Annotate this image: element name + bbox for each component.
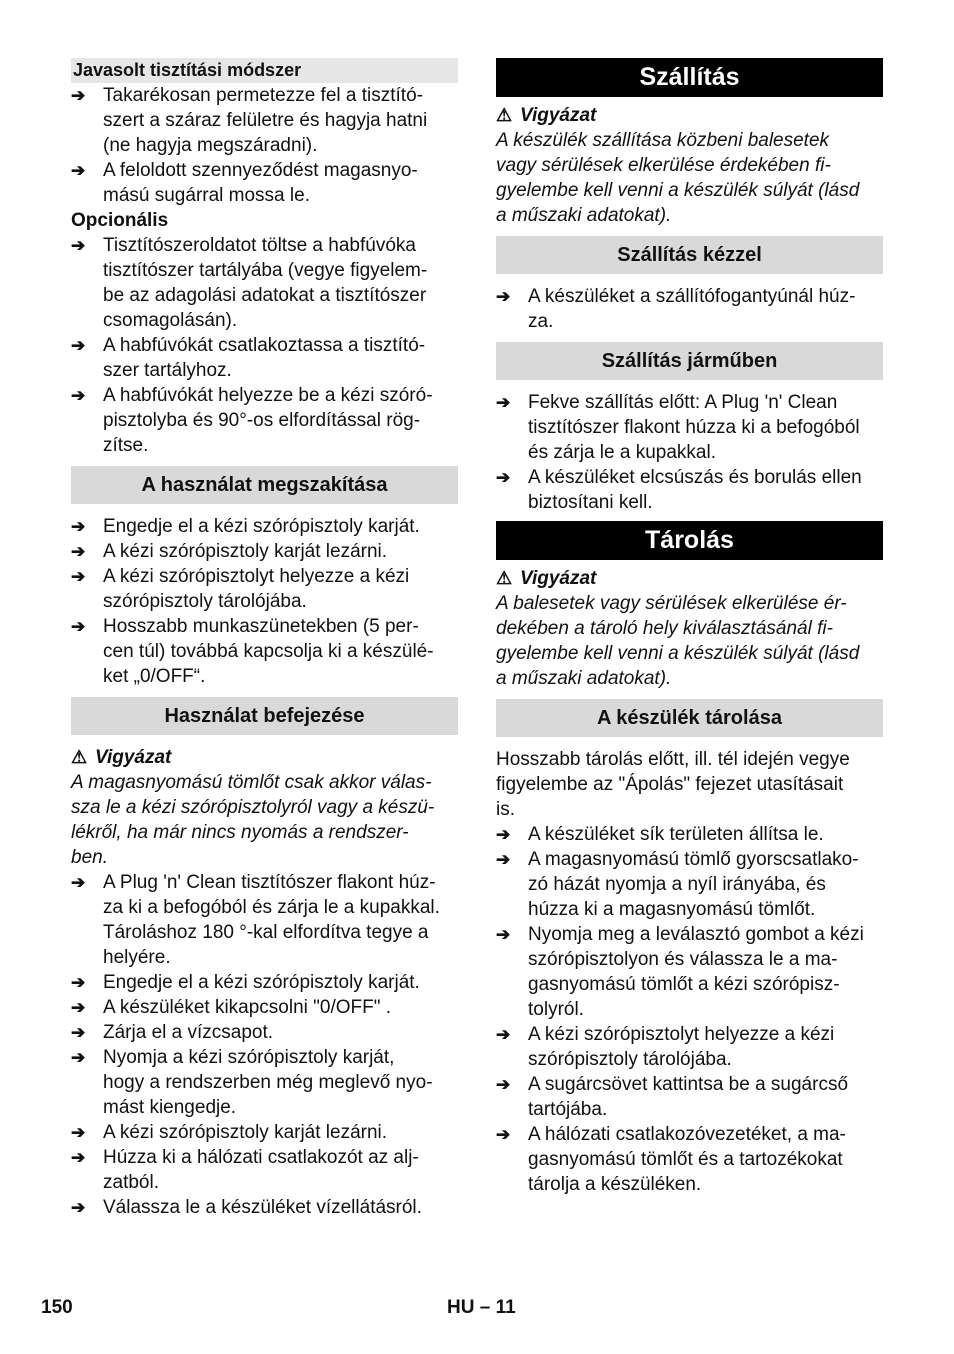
list-item-text bbox=[103, 158, 458, 208]
text-line: A magasnyomású tömlőt csak akkor válas- bbox=[71, 772, 432, 793]
list-item-text bbox=[103, 995, 458, 1020]
list-item-text bbox=[103, 514, 458, 539]
list-item-text bbox=[103, 1195, 458, 1220]
text-line: A készüléket sík területen állítsa le. bbox=[528, 824, 824, 845]
list-item bbox=[71, 870, 458, 970]
list-item-text bbox=[103, 1120, 458, 1145]
list-item bbox=[71, 995, 458, 1020]
text-line: A sugárcsövet kattintsa be a sugárcső bbox=[528, 1074, 849, 1095]
recommended-cleaning-heading: Javasolt tisztítási módszer bbox=[71, 58, 458, 83]
text-line: figyelembe az "Ápolás" fejezet utasításait bbox=[496, 774, 844, 795]
text-line: ben. bbox=[71, 847, 108, 868]
arrow-bullet-icon: ➔ bbox=[71, 617, 86, 636]
text-line: dekében a tároló hely kiválasztásánál fi- bbox=[496, 618, 833, 639]
arrow-bullet-icon: ➔ bbox=[71, 998, 86, 1017]
list-item-text bbox=[103, 1045, 458, 1120]
arrow-bullet-icon: ➔ bbox=[71, 517, 86, 536]
text-line: Húzza ki a hálózati csatlakozót az alj- bbox=[103, 1147, 419, 1168]
text-line: A feloldott szennyeződést magasnyo- bbox=[103, 160, 418, 181]
page-number: 150 bbox=[41, 1297, 73, 1318]
arrow-bullet-icon: ➔ bbox=[496, 1075, 511, 1094]
text-line: A hálózati csatlakozóvezetéket, a ma- bbox=[528, 1124, 846, 1145]
left-column bbox=[71, 58, 458, 1220]
text-line: Takarékosan permetezze fel a tisztító- bbox=[103, 85, 423, 106]
text-line: A Plug 'n' Clean tisztítószer flakont húz- bbox=[103, 872, 436, 893]
device-storage-list bbox=[496, 822, 883, 1197]
text-line: Válassza le a készüléket vízellátásról. bbox=[103, 1197, 422, 1218]
list-item bbox=[71, 1195, 458, 1220]
text-line: szer tartályhoz. bbox=[103, 360, 232, 381]
text-line: a műszaki adatokat). bbox=[496, 668, 672, 689]
text-line: pisztolyba és 90°-os elfordítással rög- bbox=[103, 410, 421, 431]
list-item bbox=[71, 1020, 458, 1045]
transport-warning-text bbox=[496, 128, 883, 228]
arrow-bullet-icon: ➔ bbox=[496, 925, 511, 944]
text-line: tolyról. bbox=[528, 999, 584, 1020]
text-line: tisztítószer flakont húzza ki a befogóból bbox=[528, 417, 860, 438]
text-line: gasnyomású tömlőt a kézi szórópisz- bbox=[528, 974, 840, 995]
list-item bbox=[71, 564, 458, 614]
list-item bbox=[71, 83, 458, 158]
list-item-text bbox=[103, 233, 458, 333]
text-line: biztosítani kell. bbox=[528, 492, 653, 513]
text-line: gyelembe kell venni a készülék súlyát (lásd bbox=[496, 643, 860, 664]
text-line: Hosszabb tárolás előtt, ill. tél idején vegye bbox=[496, 749, 850, 770]
transport-warning-title bbox=[496, 103, 883, 128]
list-item bbox=[496, 822, 883, 847]
interrupt-heading: A használat megszakítása bbox=[71, 466, 458, 504]
arrow-bullet-icon: ➔ bbox=[496, 850, 511, 869]
page-code: HU – 11 bbox=[447, 1297, 516, 1318]
arrow-bullet-icon: ➔ bbox=[71, 386, 86, 405]
list-item bbox=[496, 390, 883, 465]
arrow-bullet-icon: ➔ bbox=[71, 873, 86, 892]
list-item-text bbox=[103, 564, 458, 614]
list-item-text bbox=[103, 383, 458, 458]
text-line: A kézi szórópisztolyt helyezze a kézi bbox=[103, 566, 410, 587]
arrow-bullet-icon: ➔ bbox=[496, 287, 511, 306]
optional-list bbox=[71, 233, 458, 458]
text-line: szórópisztoly tárolójába. bbox=[528, 1049, 732, 1070]
text-line: (ne hagyja megszáradni). bbox=[103, 135, 318, 156]
text-line: A készüléket kikapcsolni "0/OFF" . bbox=[103, 997, 392, 1018]
transport-by-hand-heading: Szállítás kézzel bbox=[496, 236, 883, 274]
list-item-text bbox=[528, 822, 883, 847]
text-line: za. bbox=[528, 311, 554, 332]
transport-by-hand-list bbox=[496, 284, 883, 334]
finish-warning-title bbox=[71, 745, 458, 770]
list-item bbox=[496, 1022, 883, 1072]
list-item bbox=[496, 847, 883, 922]
text-line: hogy a rendszerben még meglevő nyo- bbox=[103, 1072, 433, 1093]
text-line: gasnyomású tömlőt és a tartozékokat bbox=[528, 1149, 843, 1170]
text-line: húzza ki a magasnyomású tömlőt. bbox=[528, 899, 816, 920]
arrow-bullet-icon: ➔ bbox=[71, 236, 86, 255]
text-line: Hosszabb munkaszünetekben (5 per- bbox=[103, 616, 419, 637]
list-item bbox=[71, 539, 458, 564]
storage-warning-text bbox=[496, 591, 883, 691]
text-line: zó házát nyomja a nyíl irányába, és bbox=[528, 874, 826, 895]
list-item-text bbox=[103, 1020, 458, 1045]
text-line: mást kiengedje. bbox=[103, 1097, 237, 1118]
arrow-bullet-icon: ➔ bbox=[71, 542, 86, 561]
text-line: gyelembe kell venni a készülék súlyát (lásd bbox=[496, 180, 860, 201]
list-item-text bbox=[103, 870, 458, 970]
arrow-bullet-icon: ➔ bbox=[496, 393, 511, 412]
arrow-bullet-icon: ➔ bbox=[71, 1198, 86, 1217]
text-line: sza le a kézi szórópisztolyról vagy a készü- bbox=[71, 797, 435, 818]
text-line: csomagolásán). bbox=[103, 310, 238, 331]
recommended-cleaning-list bbox=[71, 83, 458, 208]
arrow-bullet-icon: ➔ bbox=[496, 1125, 511, 1144]
finish-warning-text bbox=[71, 770, 458, 870]
text-line: Zárja el a vízcsapot. bbox=[103, 1022, 274, 1043]
list-item-text bbox=[528, 1072, 883, 1122]
text-line: za ki a befogóból és zárja le a kupakkal. bbox=[103, 897, 440, 918]
text-line: tartójába. bbox=[528, 1099, 608, 1120]
text-line: A kézi szórópisztoly karját lezárni. bbox=[103, 1122, 388, 1143]
text-line: is. bbox=[496, 799, 515, 820]
text-line: szert a száraz felületre és hagyja hatni bbox=[103, 110, 428, 131]
optional-label: Opcionális bbox=[71, 210, 169, 231]
text-line: A habfúvókát helyezze be a kézi szóró- bbox=[103, 385, 433, 406]
text-line: szórópisztoly tárolójába. bbox=[103, 591, 307, 612]
text-line: Nyomja meg a leválasztó gombot a kézi bbox=[528, 924, 864, 945]
text-line: A készüléket a szállítófogantyúnál húz- bbox=[528, 286, 856, 307]
list-item bbox=[71, 383, 458, 458]
text-line: Engedje el a kézi szórópisztoly karját. bbox=[103, 516, 420, 537]
list-item bbox=[71, 1045, 458, 1120]
list-item-text bbox=[103, 614, 458, 689]
text-line: Tisztítószeroldatot töltse a habfúvóka bbox=[103, 235, 416, 256]
list-item bbox=[71, 970, 458, 995]
list-item-text bbox=[103, 83, 458, 158]
arrow-bullet-icon: ➔ bbox=[496, 825, 511, 844]
list-item bbox=[71, 158, 458, 208]
text-line: Nyomja a kézi szórópisztoly karját, bbox=[103, 1047, 395, 1068]
text-line: A magasnyomású tömlő gyorscsatlako- bbox=[528, 849, 859, 870]
warning-label: Vigyázat bbox=[520, 105, 597, 126]
text-line: és zárja le a kupakkal. bbox=[528, 442, 716, 463]
list-item bbox=[496, 284, 883, 334]
warning-icon: ⚠ bbox=[496, 105, 513, 125]
storage-heading: Tárolás bbox=[496, 521, 883, 560]
text-line: Fekve szállítás előtt: A Plug 'n' Clean bbox=[528, 392, 838, 413]
list-item bbox=[71, 1120, 458, 1145]
text-line: mású sugárral mossa le. bbox=[103, 185, 310, 206]
arrow-bullet-icon: ➔ bbox=[71, 1048, 86, 1067]
list-item-text bbox=[528, 1022, 883, 1072]
text-line: be az adagolási adatokat a tisztítószer bbox=[103, 285, 427, 306]
text-line: Engedje el a kézi szórópisztoly karját. bbox=[103, 972, 420, 993]
transport-vehicle-list bbox=[496, 390, 883, 515]
text-line: ket „0/OFF“. bbox=[103, 666, 206, 687]
list-item-text bbox=[103, 333, 458, 383]
finish-heading: Használat befejezése bbox=[71, 697, 458, 735]
list-item bbox=[496, 1122, 883, 1197]
text-line: A készüléket elcsúszás és borulás ellen bbox=[528, 467, 862, 488]
text-line: szórópisztolyon és válassza le a ma- bbox=[528, 949, 838, 970]
list-item bbox=[71, 233, 458, 333]
list-item-text bbox=[103, 970, 458, 995]
arrow-bullet-icon: ➔ bbox=[496, 1025, 511, 1044]
text-line: Tároláshoz 180 °-kal elfordítva tegye a bbox=[103, 922, 429, 943]
list-item-text bbox=[528, 465, 883, 515]
finish-list bbox=[71, 870, 458, 1220]
list-item-text bbox=[528, 284, 883, 334]
list-item-text bbox=[528, 847, 883, 922]
arrow-bullet-icon: ➔ bbox=[71, 1023, 86, 1042]
interrupt-list bbox=[71, 514, 458, 689]
text-line: A kézi szórópisztolyt helyezze a kézi bbox=[528, 1024, 835, 1045]
warning-label: Vigyázat bbox=[520, 568, 597, 589]
text-line: vagy sérülések elkerülése érdekében fi- bbox=[496, 155, 831, 176]
device-storage-intro bbox=[496, 747, 883, 822]
arrow-bullet-icon: ➔ bbox=[71, 161, 86, 180]
list-item bbox=[496, 1072, 883, 1122]
list-item bbox=[71, 514, 458, 539]
text-line: cen túl) továbbá kapcsolja ki a készülé- bbox=[103, 641, 434, 662]
arrow-bullet-icon: ➔ bbox=[71, 1123, 86, 1142]
text-line: tisztítószer tartályába (vegye figyelem- bbox=[103, 260, 428, 281]
arrow-bullet-icon: ➔ bbox=[496, 468, 511, 487]
list-item-text bbox=[528, 922, 883, 1022]
list-item bbox=[496, 465, 883, 515]
list-item-text bbox=[528, 1122, 883, 1197]
list-item bbox=[71, 1145, 458, 1195]
list-item-text bbox=[103, 539, 458, 564]
text-line: A kézi szórópisztoly karját lezárni. bbox=[103, 541, 388, 562]
text-line: a műszaki adatokat). bbox=[496, 205, 672, 226]
text-line: helyére. bbox=[103, 947, 171, 968]
arrow-bullet-icon: ➔ bbox=[71, 86, 86, 105]
list-item-text bbox=[528, 390, 883, 465]
text-line: tárolja a készüléken. bbox=[528, 1174, 702, 1195]
list-item bbox=[71, 333, 458, 383]
text-line: A balesetek vagy sérülések elkerülése ér- bbox=[496, 593, 847, 614]
storage-warning-title bbox=[496, 566, 883, 591]
text-line: lékről, ha már nincs nyomás a rendszer- bbox=[71, 822, 409, 843]
transport-vehicle-heading: Szállítás járműben bbox=[496, 342, 883, 380]
text-line: zítse. bbox=[103, 435, 149, 456]
transport-heading: Szállítás bbox=[496, 58, 883, 97]
arrow-bullet-icon: ➔ bbox=[71, 567, 86, 586]
device-storage-heading: A készülék tárolása bbox=[496, 699, 883, 737]
warning-icon: ⚠ bbox=[496, 568, 513, 588]
warning-icon: ⚠ bbox=[71, 747, 88, 767]
arrow-bullet-icon: ➔ bbox=[71, 336, 86, 355]
text-line: A készülék szállítása közbeni balesetek bbox=[496, 130, 830, 151]
warning-label: Vigyázat bbox=[95, 747, 172, 768]
list-item bbox=[496, 922, 883, 1022]
list-item-text bbox=[103, 1145, 458, 1195]
text-line: zatból. bbox=[103, 1172, 159, 1193]
right-column bbox=[496, 58, 883, 1197]
list-item bbox=[71, 614, 458, 689]
arrow-bullet-icon: ➔ bbox=[71, 1148, 86, 1167]
text-line: A habfúvókát csatlakoztassa a tisztító- bbox=[103, 335, 426, 356]
arrow-bullet-icon: ➔ bbox=[71, 973, 86, 992]
